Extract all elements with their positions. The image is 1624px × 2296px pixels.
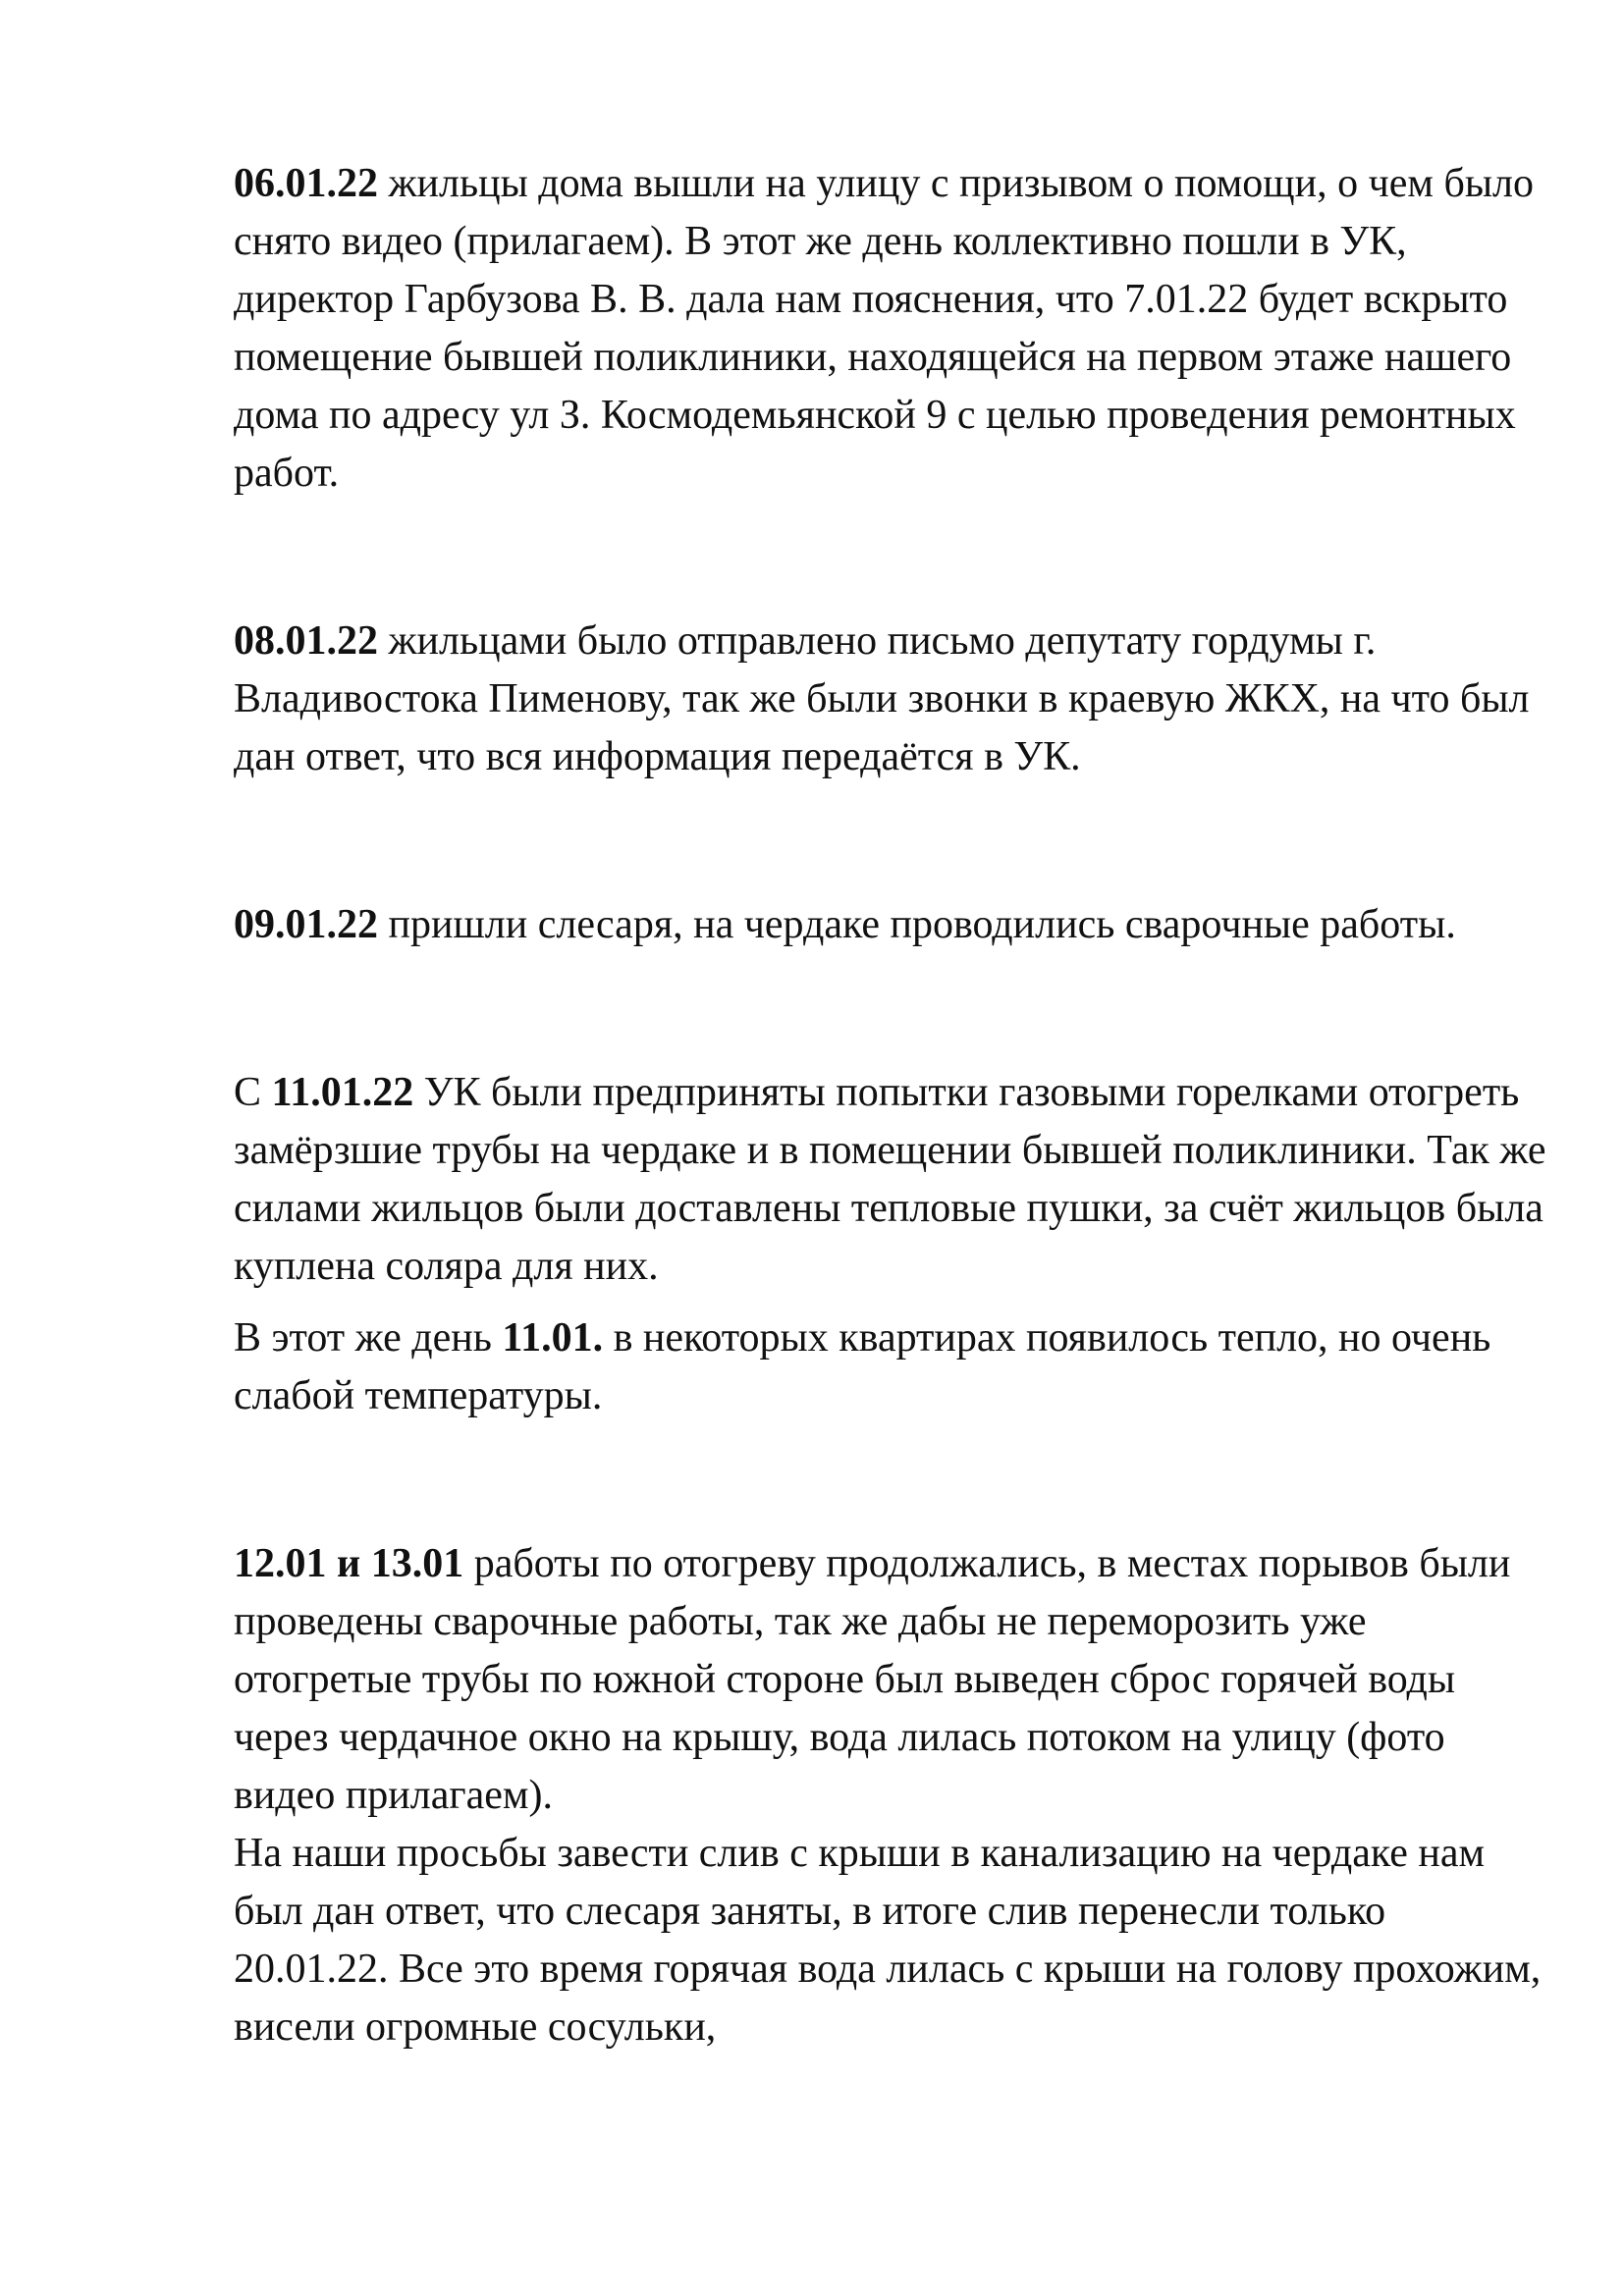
date-06-01: 06.01.22 — [234, 161, 378, 206]
paragraph-11-01-text: УК были предприняты попытки газовыми горелками отогреть замёрзшие трубы на чердаке и в помещении бывшей поликлиники. Так же силами жильцов были доставлены тепловые пушки, за счёт жильцов была куплена соляра для них. — [234, 1070, 1546, 1289]
paragraph-11-01-followup-text: в некоторых квартирах появилось тепло, но очень слабой температуры. — [234, 1315, 1491, 1418]
paragraph-drain-request-text: На наши просьбы завести слив с крыши в канализацию на чердаке нам был дан ответ, что слесаря заняты, в итоге слив перенесли только 20.01.22. Все это время горячая вода лилась с крыши на голову прохожим, висели огромные сосульки, — [234, 1831, 1542, 2050]
paragraph-spacer — [234, 954, 1549, 1064]
date-08-01: 08.01.22 — [234, 618, 378, 664]
paragraph-06-01-text: жильцы дома вышли на улицу с призывом о помощи, о чем было снято видео (прилагаем). В этот же день коллективно пошли в УК, директор Гарбузова В. В. дала нам пояснения, что 7.01.22 будет вскрыто помещение бывшей поликлиники, находящейся на первом этаже нашего дома по адресу ул З. Космодемьянской 9 с целью проведения ремонтных работ. — [234, 161, 1535, 496]
paragraph-spacer — [234, 1296, 1549, 1309]
paragraph-11-01-followup-prefix: В этот же день — [234, 1315, 503, 1361]
paragraph-spacer — [234, 786, 1549, 896]
paragraph-12-13-01-text: работы по отогреву продолжались, в местах порывов были проведены сварочные работы, так же дабы не переморозить уже отогретые трубы по южной стороне был выведен сброс горячей воды через чердачное окно на крышу, вода лилась потоком на улицу (фото видео прилагаем). — [234, 1541, 1511, 1818]
paragraph-spacer — [234, 1425, 1549, 1535]
date-11-01: 11.01.22 — [271, 1070, 414, 1115]
paragraph-06-01 — [234, 155, 1549, 503]
paragraph-11-01-followup — [234, 1309, 1549, 1425]
paragraph-09-01-text: пришли слесаря, на чердаке проводились сварочные работы. — [378, 902, 1456, 947]
paragraph-drain-request — [234, 1825, 1549, 2056]
document-body — [234, 155, 1549, 2056]
paragraph-08-01 — [234, 613, 1549, 786]
paragraph-11-01-prefix: С — [234, 1070, 272, 1115]
paragraph-11-01 — [234, 1064, 1549, 1296]
date-09-01: 09.01.22 — [234, 902, 378, 947]
paragraph-09-01 — [234, 896, 1549, 954]
paragraph-08-01-text: жильцами было отправлено письмо депутату гордумы г. Владивостока Пименову, так же были звонки в краевую ЖКХ, на что был дан ответ, что вся информация передаётся в УК. — [234, 618, 1530, 779]
paragraph-12-13-01 — [234, 1535, 1549, 1825]
paragraph-spacer — [234, 503, 1549, 613]
date-12-13-01: 12.01 и 13.01 — [234, 1541, 464, 1586]
date-11-01-short: 11.01. — [502, 1315, 604, 1361]
